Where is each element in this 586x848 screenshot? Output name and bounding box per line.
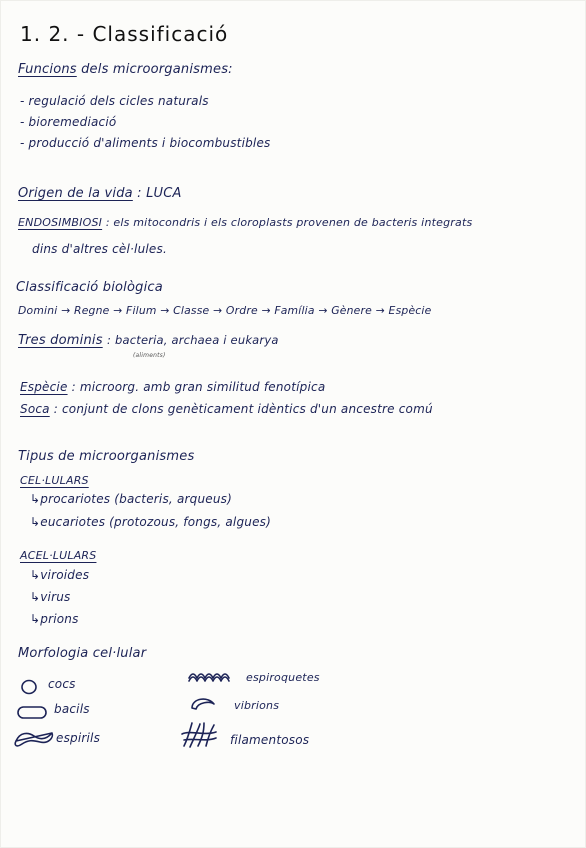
shape-label-cocs: cocs: [48, 677, 76, 691]
especie-line: [20, 380, 325, 394]
rank-familia: Família: [274, 304, 315, 317]
funcions-heading: [18, 62, 233, 77]
endosimbiosi-line: [18, 216, 472, 229]
acellulars-item: ↳viroides: [30, 568, 90, 582]
tres-dominis-line: [18, 333, 279, 348]
rank-arrow: →: [318, 304, 328, 317]
cellulars-item: ↳procariotes (bacteris, arqueus): [30, 492, 232, 506]
especie-label: Espècie: [20, 380, 68, 394]
rank-arrow: →: [61, 304, 71, 317]
rank-filum: Filum: [126, 304, 157, 317]
rank-domini: Domini: [18, 304, 58, 317]
tres-dominis-value: : bacteria, archaea i eukarya: [107, 333, 279, 347]
especie-value: : microorg. amb gran similitud fenotípica: [71, 380, 326, 394]
soca-label: Soca: [20, 402, 50, 416]
rank-arrow: →: [213, 304, 223, 317]
rank-ordre: Ordre: [225, 304, 258, 317]
rank-arrow: →: [160, 304, 170, 317]
funcions-item: - producció d'aliments i biocombustibles: [20, 136, 271, 150]
rank-arrow: →: [113, 304, 123, 317]
endosimbiosi-text-continued: dins d'altres cèl·lules.: [32, 242, 167, 256]
rank-regne: Regne: [74, 304, 110, 317]
filament-icon: [180, 720, 220, 750]
bacillus-icon: [16, 704, 50, 722]
rank-arrow: →: [261, 304, 271, 317]
rank-arrow: →: [375, 304, 385, 317]
origen-label: Origen de la vida: [18, 186, 133, 201]
cellulars-item: ↳eucariotes (protozous, fongs, algues): [30, 515, 272, 529]
shape-label-vibrions: vibrions: [234, 699, 280, 712]
origen-line: [18, 186, 182, 201]
rank-genere: Gènere: [331, 304, 373, 317]
acellulars-label: ACEL·LULARS: [20, 549, 97, 562]
shape-label-bacils: bacils: [54, 702, 90, 716]
tres-dominis-label: Tres dominis: [18, 333, 103, 348]
soca-line: [20, 402, 433, 416]
endosimbiosi-text: : els mitocondris i els cloroplasts provenen de bacteris integrats: [105, 216, 473, 229]
classificacio-ranks: [18, 304, 431, 317]
spirochete-icon: [186, 668, 236, 684]
funcions-item: - bioremediació: [20, 115, 117, 129]
coccus-icon: [20, 678, 40, 696]
endosimbiosi-label: ENDOSIMBIOSI: [18, 216, 103, 229]
cellulars-label: CEL·LULARS: [20, 474, 89, 487]
funcions-heading-label: Funcions: [18, 62, 77, 77]
funcions-item: - regulació dels cicles naturals: [20, 94, 209, 108]
morfologia-heading: Morfologia cel·lular: [18, 646, 147, 661]
spirillum-icon: [12, 728, 56, 748]
classificacio-heading: Classificació biològica: [16, 280, 163, 295]
soca-value: : conjunt de clons genèticament idèntics d'un ancestre comú: [53, 402, 433, 416]
shape-label-espirils: espirils: [56, 731, 101, 745]
tipus-heading: Tipus de microorganismes: [18, 449, 195, 464]
tres-dominis-note: (aliments): [133, 352, 166, 359]
shape-label-espiroquetes: espiroquetes: [246, 671, 320, 684]
acellulars-item: ↳prions: [30, 612, 79, 626]
acellulars-item: ↳virus: [30, 590, 71, 604]
rank-especie: Espècie: [388, 304, 432, 317]
origen-value: : LUCA: [137, 186, 182, 201]
vibrio-icon: [188, 694, 218, 712]
rank-classe: Classe: [173, 304, 210, 317]
page-title: 1. 2. - Classificació: [20, 22, 229, 46]
shape-label-filamentosos: filamentosos: [230, 733, 310, 747]
funcions-heading-rest: dels microorganismes:: [81, 62, 233, 77]
